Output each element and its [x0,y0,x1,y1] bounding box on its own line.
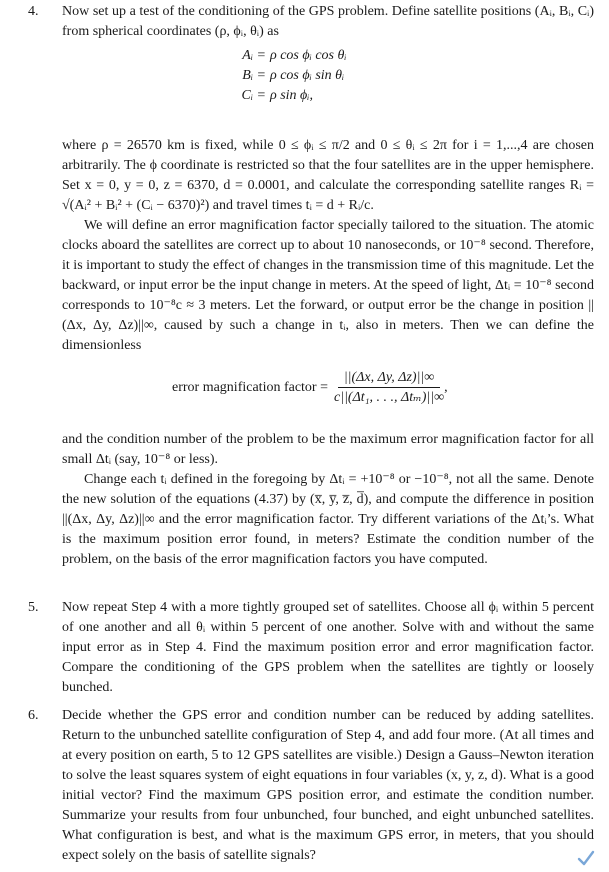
item5-text: Now repeat Step 4 with a more tightly grouped set of satellites. Choose all ϕᵢ within 5 percent of one another and all θᵢ within 5 percent of one another. Solve with and without the same input error as in Step 4. Find the maximum position error and error magnification factor. Compare the conditioning of the GPS problem when the satellites are tightly or loosely bunched. [62,600,594,695]
formula-numerator: ||(Δx, Δy, Δz)||∞ [338,370,440,388]
formula-denominator: c||(Δt₁, . . ., Δtₘ)||∞ [334,390,445,405]
item4-intro: Now set up a test of the conditioning of the GPS problem. Define satellite positions (Aᵢ, Bᵢ, Cᵢ) from spherical coordinates (ρ, ϕᵢ, θᵢ) as [62,4,594,39]
item4-conclusion [28,430,594,570]
exercise-item-5 [28,598,594,698]
error-magnification-formula: error magnification factor = $\frac{||(\Delta x, \Delta y, \Delta z)||\infty}{\text{c||(Δt₁, . . ., Δtₘ)||∞}}$ , [172,370,448,405]
item4-error-paragraph: We will define an error magnification factor specially tailored to the situation. The atomic clocks aboard the satellites are correct up to about 10 nanoseconds, or 10⁻⁸ second. Therefore, it is important to study the effect of changes in the transmission time of this magnitude. Let the backward, or input error be the input change in meters. At the speed of light, Δtᵢ = 10⁻⁸ second corresponds to 10⁻⁸c ≈ 3 meters. Let the forward, or output error be the change in position ||(Δx, Δy, Δz)||∞, caused by such a change in tᵢ, also in meters. Then we can define the dimensionless [62,218,594,353]
equation-a: Aᵢ = ρ cos ϕᵢ cos θᵢ [242,48,347,63]
item4-setup-paragraph: where ρ = 26570 km is fixed, while 0 ≤ ϕᵢ ≤ π/2 and 0 ≤ θᵢ ≤ 2π for i = 1,...,4 are chosen arbitrarily. The ϕ coordinate is restricted so that the four satellites are in the upper hemisphere. Set x = 0, y = 0, z = 6370, d = 0.0001, and calculate the corresponding satellite ranges Rᵢ = √(Aᵢ² + Bᵢ² + (Cᵢ − 6370)²) and travel times tᵢ = d + Rᵢ/c. [62,138,594,213]
equation-c: Cᵢ = ρ sin ϕᵢ, [241,88,314,103]
exercise-item-4 [28,2,594,42]
formula-fraction [334,370,444,406]
item4-body [28,136,594,356]
item4-condition-paragraph: and the condition number of the problem to be the maximum error magnification factor for all small Δtᵢ (say, 10⁻⁸ or less). [62,432,594,467]
equation-b: Bᵢ = ρ cos ϕᵢ sin θᵢ [242,68,345,83]
item-number: 5. [28,600,39,615]
item6-text: Decide whether the GPS error and condition number can be reduced by adding satellites. Return to the unbunched satellite configuration of Step 4, and add four more. (At all times and at every position on earth, 5 to 12 GPS satellites are visible.) Design a Gauss–Newton iteration to solve the least squares system of eight equations in four variables (x, y, z, d). What is a good initial vector? Find the maximum GPS position error, and estimate the condition number. Summarize your results from four unbunched, four bunched, and eight unbunched satellites. What configuration is best, and what is the maximum GPS error, in meters, that you should expect solely on the basis of satellite signals? [62,708,594,863]
item-number: 6. [28,708,39,723]
item4-variation-paragraph: Change each tᵢ defined in the foregoing by Δtᵢ = +10⁻⁸ or −10⁻⁸, not all the same. Denote the new solution of the equations (4.37) by (x̅, y̅, z̅, d̅), and compute the difference in position ||(Δx, Δy, Δz)||∞ and the error magnification factor. Try different variations of the Δtᵢ’s. What is the maximum position error found, in meters? Estimate the condition number of the problem, on the basis of the error magnification factors you have computed. [62,472,594,567]
exercise-item-6 [28,706,594,866]
item-number: 4. [28,4,39,19]
checkmark-icon [577,850,595,866]
formula-label: error magnification factor = [172,380,328,395]
